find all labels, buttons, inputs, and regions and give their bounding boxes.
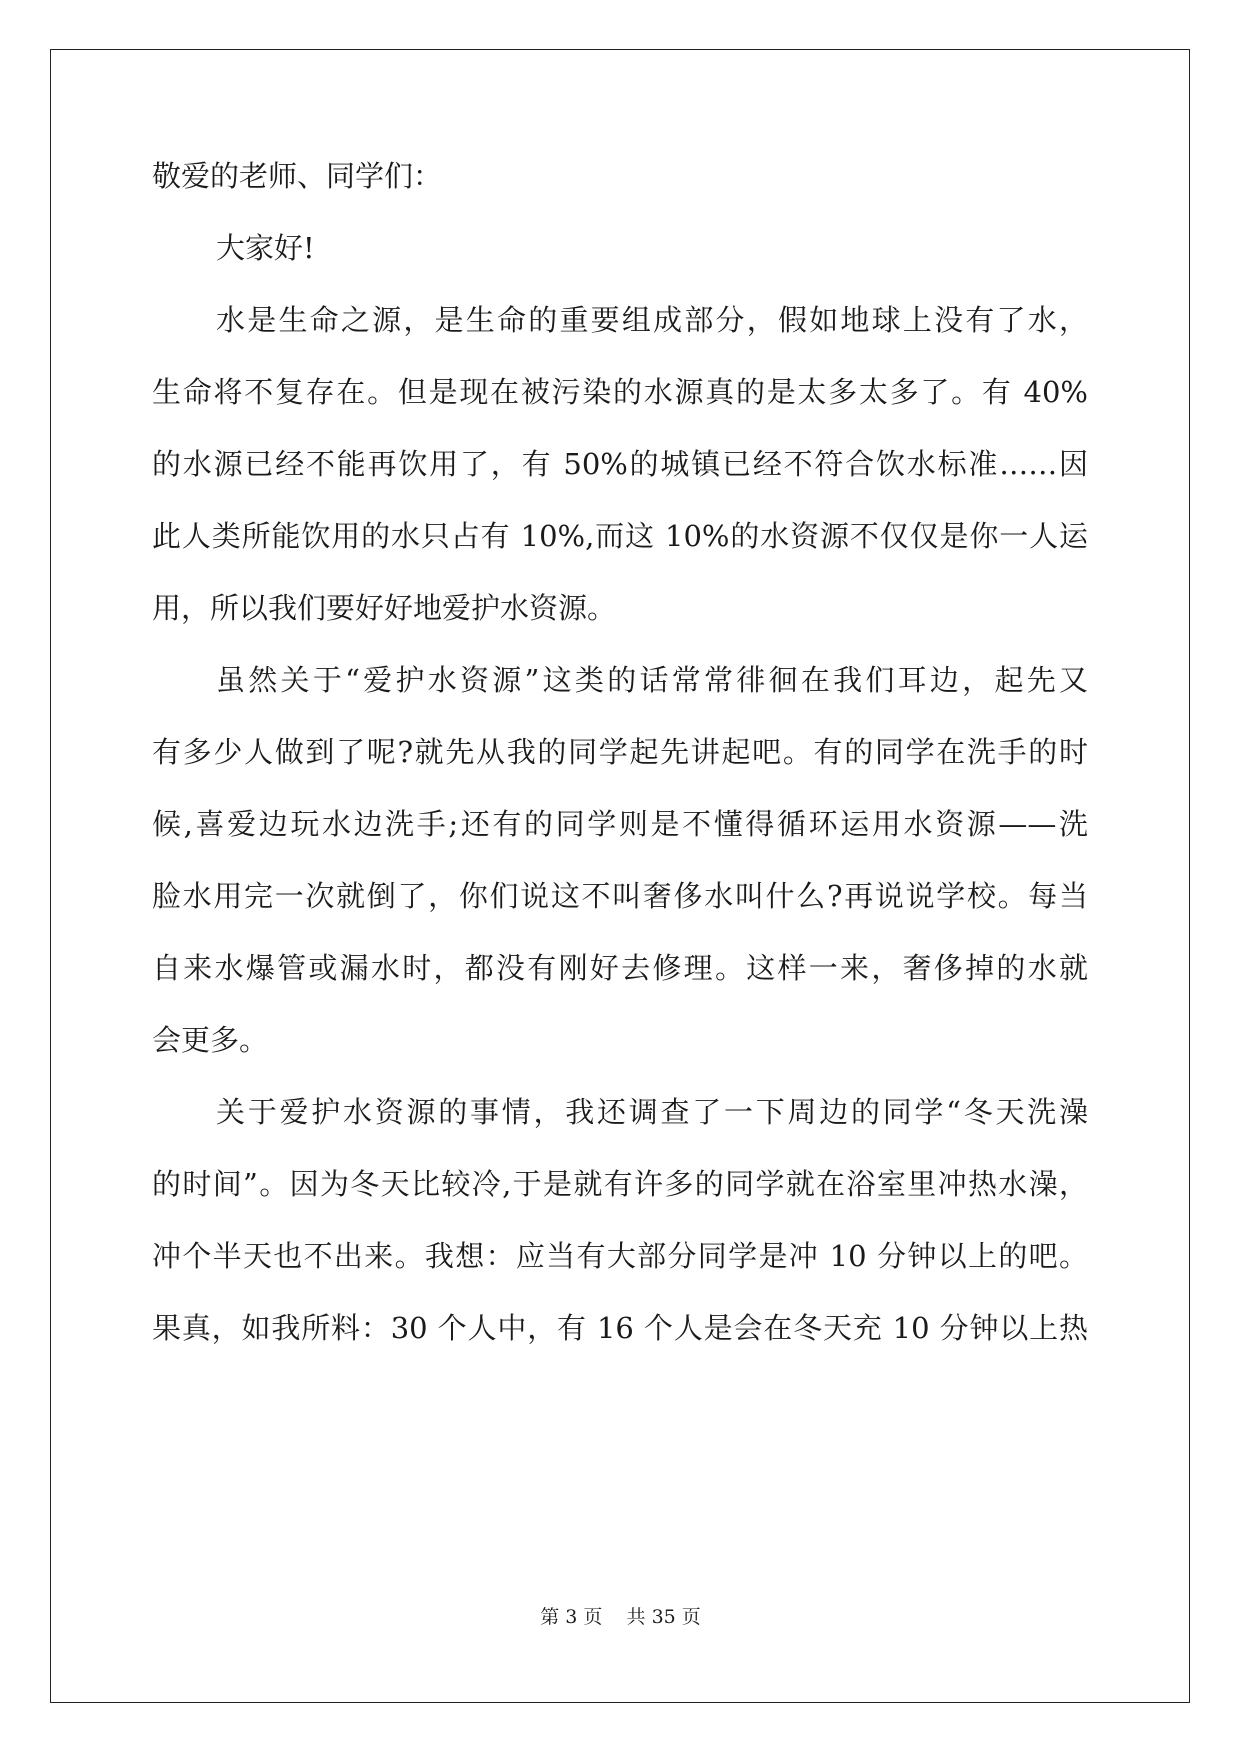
page-frame: [50, 49, 1190, 1703]
salutation: 敬爱的老师、同学们：: [152, 159, 443, 193]
page-number: 第 3 页 共 35 页: [540, 1606, 701, 1628]
paragraph-3-line-3: 冲个半天也不出来。我想：应当有大部分同学是冲 10 分钟以上的吧。: [152, 1239, 1088, 1273]
paragraph-1-line-5: 用，所以我们要好好地爱护水资源。: [152, 591, 617, 625]
paragraph-2-line-6: 会更多。: [152, 1023, 269, 1057]
paragraph-2-line-2: 有多少人做到了呢?就先从我的同学起先讲起吧。有的同学在洗手的时: [152, 735, 1088, 769]
paragraph-2-line-3: 候,喜爱边玩水边洗手;还有的同学则是不懂得循环运用水资源——洗: [152, 807, 1088, 841]
paragraph-3-line-2: 的时间”。因为冬天比较冷,于是就有许多的同学就在浴室里冲热水澡，: [152, 1167, 1088, 1201]
paragraph-2-line-5: 自来水爆管或漏水时，都没有刚好去修理。这样一来，奢侈掉的水就: [152, 951, 1088, 985]
paragraph-3-line-4: 果真，如我所料：30 个人中，有 16 个人是会在冬天充 10 分钟以上热: [152, 1311, 1088, 1345]
paragraph-1-line-2: 生命将不复存在。但是现在被污染的水源真的是太多太多了。有 40%: [152, 375, 1088, 409]
greeting: 大家好!: [216, 231, 315, 265]
paragraph-1-line-4: 此人类所能饮用的水只占有 10%,而这 10%的水资源不仅仅是你一人运: [152, 519, 1088, 553]
paragraph-2-line-1: 虽然关于“爱护水资源”这类的话常常徘徊在我们耳边，起先又: [216, 663, 1088, 697]
paragraph-2-line-4: 脸水用完一次就倒了，你们说这不叫奢侈水叫什么?再说说学校。每当: [152, 879, 1088, 913]
paragraph-1-line-3: 的水源已经不能再饮用了，有 50%的城镇已经不符合饮水标准……因: [152, 447, 1088, 481]
paragraph-3-line-1: 关于爱护水资源的事情，我还调查了一下周边的同学“冬天洗澡: [216, 1095, 1088, 1129]
paragraph-1-line-1: 水是生命之源，是生命的重要组成部分，假如地球上没有了水，: [216, 303, 1088, 337]
